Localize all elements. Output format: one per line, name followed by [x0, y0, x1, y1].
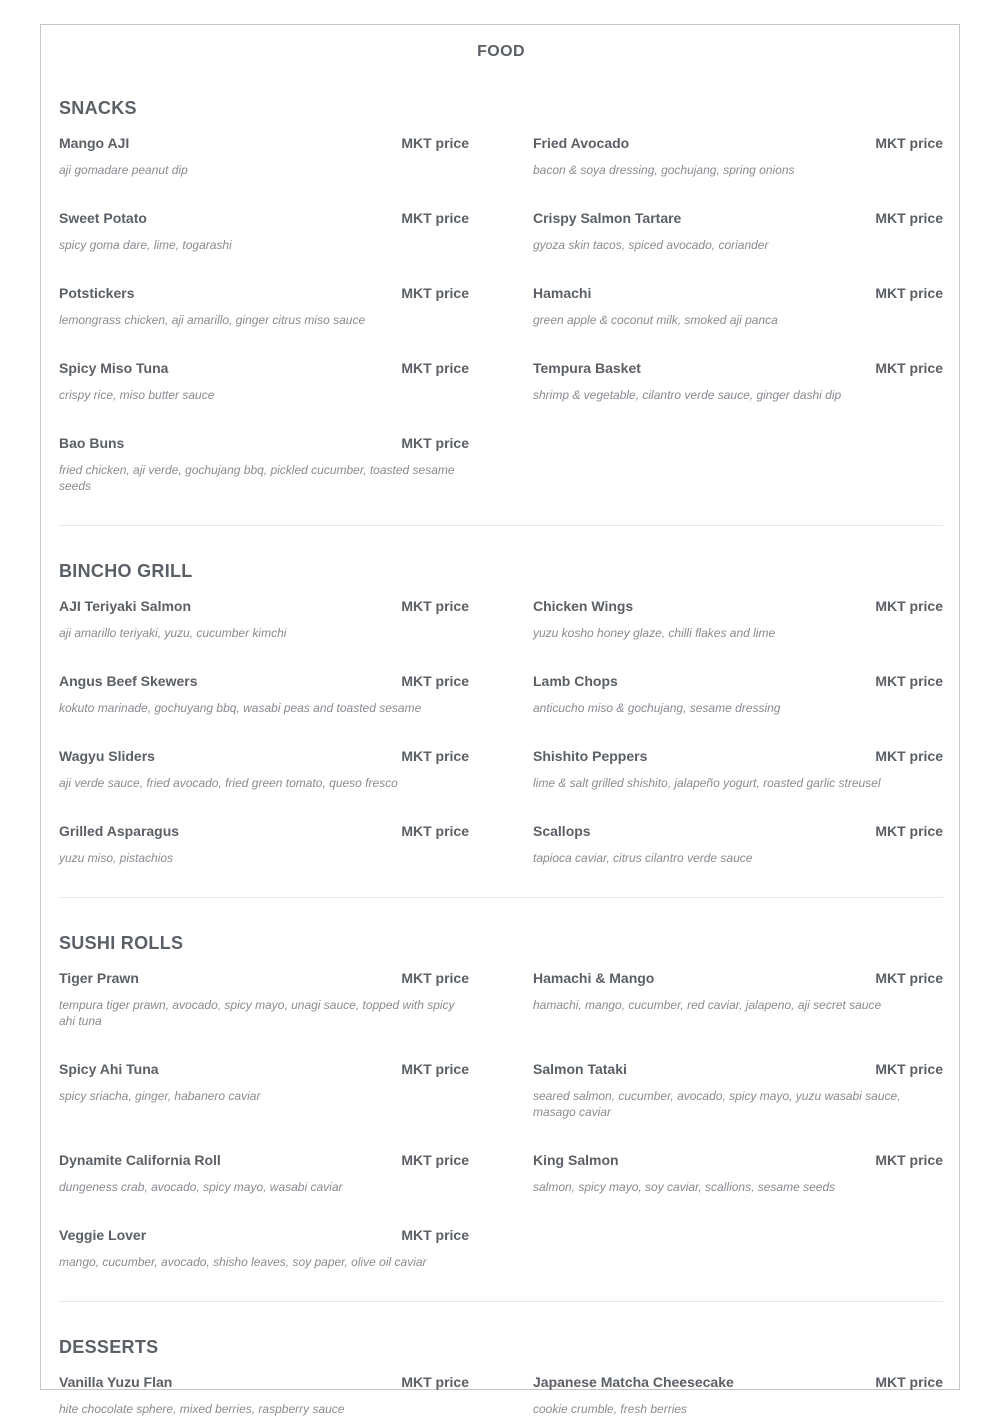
menu-item: [59, 747, 469, 791]
item-price: MKT price: [401, 435, 469, 451]
menu-item: [533, 747, 943, 791]
menu-section-desserts: [59, 1335, 943, 1417]
item-price: MKT price: [401, 360, 469, 376]
item-description: hamachi, mango, cucumber, red caviar, jalapeno, aji secret sauce: [533, 998, 882, 1012]
item-description: salmon, spicy mayo, soy caviar, scallions, sesame seeds: [533, 1180, 836, 1194]
item-price: MKT price: [875, 970, 943, 986]
item-name: Hamachi & Mango: [533, 970, 655, 986]
section-title: SUSHI ROLLS: [59, 933, 184, 953]
item-name: Potstickers: [59, 285, 135, 301]
item-name: Crispy Salmon Tartare: [533, 210, 682, 226]
item-price: MKT price: [875, 598, 943, 614]
item-name: Salmon Tataki: [533, 1061, 627, 1077]
item-description: tapioca caviar, citrus cilantro verde sauce: [533, 851, 753, 865]
item-description: spicy sriacha, ginger, habanero caviar: [59, 1089, 261, 1103]
item-price: MKT price: [401, 1061, 469, 1077]
menu-item: [533, 597, 943, 641]
item-price: MKT price: [875, 823, 943, 839]
item-name: Angus Beef Skewers: [59, 673, 198, 689]
item-description: hite chocolate sphere, mixed berries, raspberry sauce: [59, 1402, 345, 1416]
menu-row: [59, 822, 943, 866]
menu-item: [59, 597, 469, 641]
item-name: Veggie Lover: [59, 1227, 147, 1243]
menu-item: [533, 134, 943, 178]
item-name: Scallops: [533, 823, 591, 839]
menu-item: [533, 969, 943, 1029]
item-description: aji amarillo teriyaki, yuzu, cucumber kimchi: [59, 626, 287, 640]
item-description: fried chicken, aji verde, gochujang bbq, pickled cucumber, toasted sesame seeds: [59, 463, 455, 493]
item-header: [59, 359, 469, 378]
item-header: [533, 747, 943, 766]
item-price: MKT price: [875, 1152, 943, 1168]
item-header: [59, 1151, 469, 1170]
section-divider: [59, 1301, 943, 1302]
menu-sections: [59, 96, 943, 1417]
menu-item: [533, 672, 943, 716]
item-description: gyoza skin tacos, spiced avocado, coriander: [533, 238, 769, 252]
menu-section-sushi-rolls: [59, 931, 943, 1270]
menu-item: [533, 1373, 943, 1417]
item-price: MKT price: [875, 1374, 943, 1390]
menu-row: [59, 434, 943, 494]
item-name: Grilled Asparagus: [59, 823, 180, 839]
item-name: Shishito Peppers: [533, 748, 648, 764]
item-name: Fried Avocado: [533, 135, 630, 151]
item-description: lemongrass chicken, aji amarillo, ginger citrus miso sauce: [59, 313, 366, 327]
item-description: seared salmon, cucumber, avocado, spicy mayo, yuzu wasabi sauce, masago caviar: [533, 1089, 901, 1119]
item-header: [533, 1151, 943, 1170]
section-title: BINCHO GRILL: [59, 561, 193, 581]
item-header: [59, 1373, 469, 1392]
item-header: [533, 134, 943, 153]
item-header: [533, 1373, 943, 1392]
menu-row: [59, 672, 943, 716]
item-name: Wagyu Sliders: [59, 748, 155, 764]
menu-item: [533, 209, 943, 253]
item-name: Bao Buns: [59, 435, 125, 451]
menu-row: [59, 1226, 943, 1270]
item-header: [59, 1060, 469, 1079]
menu-row: [59, 597, 943, 641]
item-header: [533, 209, 943, 228]
item-price: MKT price: [401, 210, 469, 226]
item-description: aji verde sauce, fried avocado, fried green tomato, queso fresco: [59, 776, 398, 790]
item-header: [59, 597, 469, 616]
menu-item: [59, 969, 469, 1029]
item-name: Tempura Basket: [533, 360, 641, 376]
item-price: MKT price: [875, 673, 943, 689]
item-price: MKT price: [401, 1227, 469, 1243]
item-header: [59, 969, 469, 988]
item-price: MKT price: [401, 748, 469, 764]
menu-item: [533, 1151, 943, 1195]
item-header: [533, 822, 943, 841]
menu-section-bincho-grill: [59, 559, 943, 866]
item-price: MKT price: [401, 1374, 469, 1390]
section-divider: [59, 525, 943, 526]
menu-item: [59, 209, 469, 253]
menu-row: [59, 209, 943, 253]
item-name: Tiger Prawn: [59, 970, 139, 986]
item-header: [533, 969, 943, 988]
item-name: Chicken Wings: [533, 598, 634, 614]
page-title: FOOD: [477, 43, 525, 60]
menu-row: [59, 359, 943, 403]
item-header: [533, 672, 943, 691]
item-header: [59, 434, 469, 453]
item-price: MKT price: [875, 285, 943, 301]
item-description: anticucho miso & gochujang, sesame dressing: [533, 701, 781, 715]
menu-item: [59, 1151, 469, 1195]
menu-row: [59, 1151, 943, 1195]
menu-item: [59, 359, 469, 403]
menu-item: [59, 284, 469, 328]
item-description: lime & salt grilled shishito, jalapeño yogurt, roasted garlic streusel: [533, 776, 881, 790]
menu-row: [59, 1373, 943, 1417]
item-header: [533, 359, 943, 378]
menu-row: [59, 134, 943, 178]
menu-row: [59, 1060, 943, 1120]
item-header: [533, 1060, 943, 1079]
menu-item: [59, 134, 469, 178]
item-price: MKT price: [875, 1061, 943, 1077]
menu-item: [59, 1226, 469, 1270]
empty-cell: [533, 1226, 943, 1270]
menu-item: [533, 822, 943, 866]
item-price: MKT price: [875, 360, 943, 376]
item-name: Spicy Miso Tuna: [59, 360, 169, 376]
item-price: MKT price: [875, 210, 943, 226]
item-header: [59, 209, 469, 228]
menu-item: [59, 822, 469, 866]
item-name: Mango AJI: [59, 135, 130, 151]
item-description: shrimp & vegetable, cilantro verde sauce, ginger dashi dip: [533, 388, 842, 402]
item-name: Spicy Ahi Tuna: [59, 1061, 159, 1077]
item-header: [533, 284, 943, 303]
item-description: yuzu kosho honey glaze, chilli flakes and lime: [533, 626, 776, 640]
item-header: [59, 822, 469, 841]
menu-item: [533, 284, 943, 328]
item-description: yuzu miso, pistachios: [59, 851, 174, 865]
item-header: [59, 284, 469, 303]
item-header: [59, 747, 469, 766]
item-header: [59, 134, 469, 153]
item-description: crispy rice, miso butter sauce: [59, 388, 215, 402]
menu-row: [59, 284, 943, 328]
section-title: SNACKS: [59, 98, 137, 118]
item-description: tempura tiger prawn, avocado, spicy mayo, unagi sauce, topped with spicy ahi tuna: [59, 998, 455, 1028]
item-header: [59, 672, 469, 691]
item-description: spicy goma dare, lime, togarashi: [59, 238, 232, 252]
empty-cell: [533, 434, 943, 494]
item-description: dungeness crab, avocado, spicy mayo, wasabi caviar: [59, 1180, 343, 1194]
item-name: King Salmon: [533, 1152, 619, 1168]
item-description: cookie crumble, fresh berries: [533, 1402, 688, 1416]
menu-item: [533, 359, 943, 403]
item-header: [533, 597, 943, 616]
item-price: MKT price: [401, 970, 469, 986]
menu-section-snacks: [59, 96, 943, 494]
menu-item: [59, 672, 469, 716]
item-name: Vanilla Yuzu Flan: [59, 1374, 173, 1390]
item-name: Sweet Potato: [59, 210, 147, 226]
menu-row: [59, 969, 943, 1029]
item-name: Japanese Matcha Cheesecake: [533, 1374, 734, 1390]
menu-item: [59, 1373, 469, 1417]
item-description: green apple & coconut milk, smoked aji panca: [533, 313, 778, 327]
item-price: MKT price: [401, 1152, 469, 1168]
item-price: MKT price: [401, 598, 469, 614]
section-title: DESSERTS: [59, 1337, 159, 1357]
item-description: aji gomadare peanut dip: [59, 163, 188, 177]
menu-item: [59, 434, 469, 494]
item-price: MKT price: [875, 748, 943, 764]
item-name: Hamachi: [533, 285, 592, 301]
item-name: Lamb Chops: [533, 673, 618, 689]
menu-item: [59, 1060, 469, 1120]
item-price: MKT price: [401, 673, 469, 689]
item-price: MKT price: [875, 135, 943, 151]
menu-card: [40, 24, 960, 1416]
item-name: AJI Teriyaki Salmon: [59, 598, 192, 614]
item-name: Dynamite California Roll: [59, 1152, 221, 1168]
menu-row: [59, 747, 943, 791]
item-price: MKT price: [401, 135, 469, 151]
item-price: MKT price: [401, 285, 469, 301]
item-header: [59, 1226, 469, 1245]
section-divider: [59, 897, 943, 898]
item-description: bacon & soya dressing, gochujang, spring onions: [533, 163, 795, 177]
item-description: kokuto marinade, gochuyang bbq, wasabi peas and toasted sesame: [59, 701, 422, 715]
menu-item: [533, 1060, 943, 1120]
item-price: MKT price: [401, 823, 469, 839]
item-description: mango, cucumber, avocado, shisho leaves, soy paper, olive oil caviar: [59, 1255, 427, 1269]
